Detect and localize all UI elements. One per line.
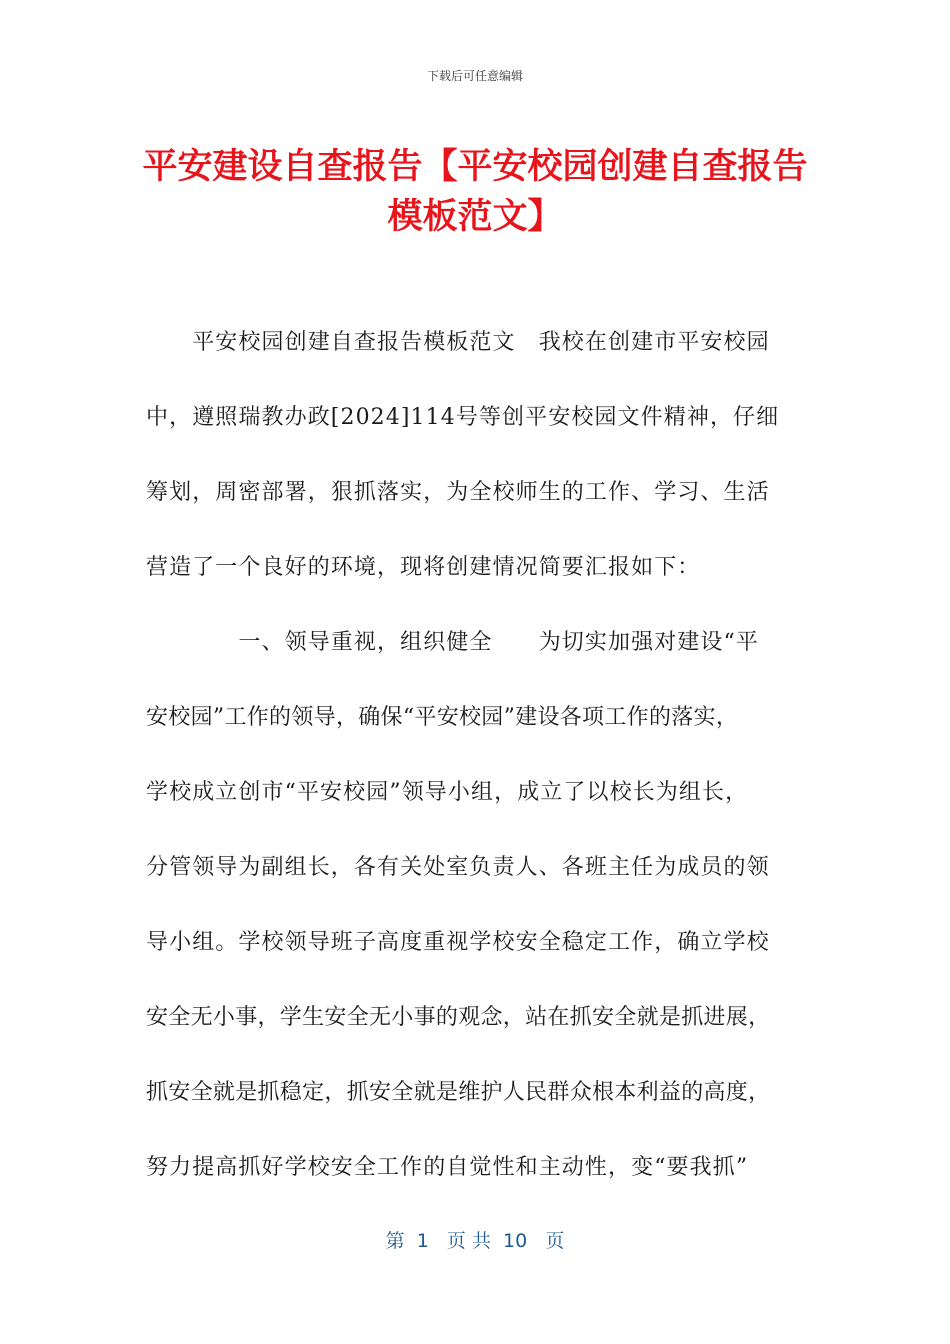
- body-line: 抓安全就是抓稳定，抓安全就是维护人民群众根本利益的高度，: [146, 1080, 771, 1105]
- body-line: 学校成立创市“平安校园”领导小组，成立了以校长为组长，: [146, 780, 749, 805]
- body-line: 安全无小事，学生安全无小事的观念，站在抓安全就是抓进展，: [146, 1005, 771, 1030]
- body-line: 努力提高抓好学校安全工作的自觉性和主动性，变“要我抓”: [146, 1155, 749, 1180]
- body-line: 营造了一个良好的环境，现将创建情况简要汇报如下：: [146, 555, 701, 580]
- body-line: 平安校园创建自查报告模板范文 我校在创建市平安校园: [146, 330, 770, 355]
- title-line-2: 模板范文】: [387, 197, 563, 237]
- body-line: 筹划，周密部署，狠抓落实，为全校师生的工作、学习、生活: [146, 480, 770, 505]
- page-footer: 第 1 页 共 10 页: [385, 1230, 565, 1252]
- body-line: 中，遵照瑞教办政[2024]114号等创平安校园文件精神，仔细: [146, 405, 780, 430]
- body-line: 一、领导重视，组织健全 为切实加强对建设“平: [146, 630, 759, 655]
- header-note: 下载后可任意编辑: [426, 69, 523, 83]
- body-line: 安校园”工作的领导，确保“平安校园”建设各项工作的落实，: [146, 705, 739, 730]
- body-line: 分管领导为副组长，各有关处室负责人、各班主任为成员的领: [146, 855, 770, 880]
- body-line: 导小组。学校领导班子高度重视学校安全稳定工作，确立学校: [146, 930, 770, 955]
- title-line-1: 平安建设自查报告【平安校园创建自查报告: [142, 147, 808, 187]
- body-text: [146, 318, 806, 1218]
- document-title: [120, 142, 830, 242]
